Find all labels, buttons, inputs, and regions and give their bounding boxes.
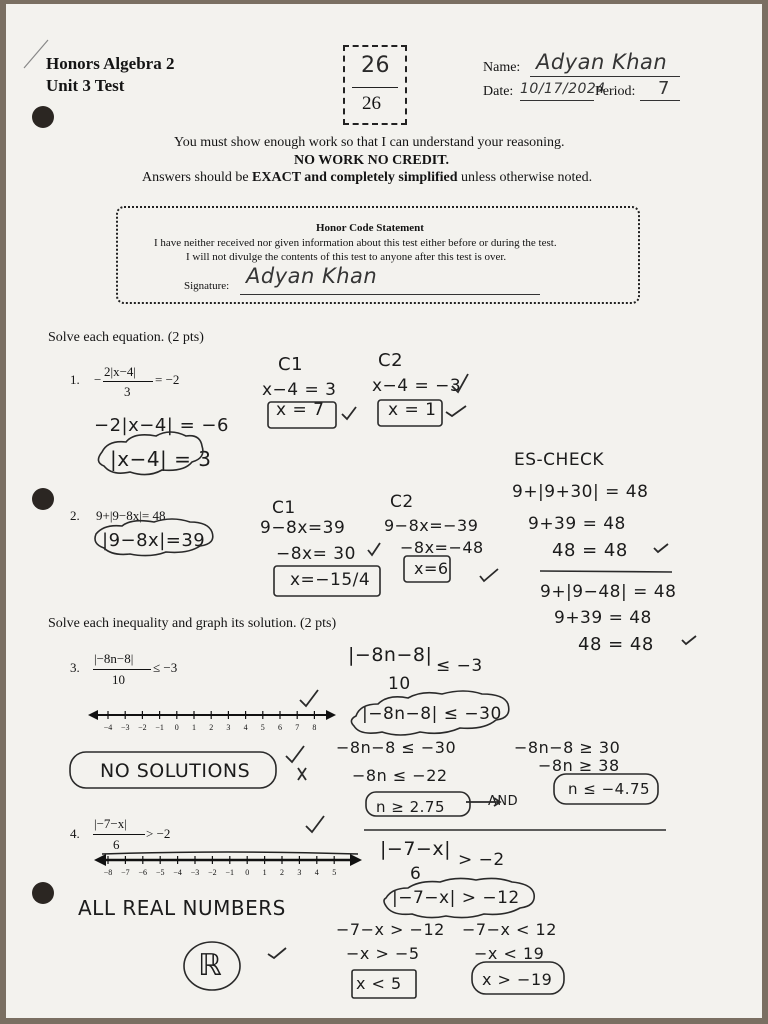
q3-work-1: |−8n−8| ≤ −30	[362, 704, 502, 724]
pencil-mark	[24, 40, 48, 68]
q3-answer: NO SOLUTIONS	[100, 760, 251, 782]
q4-work-2: −7−x > −12	[336, 920, 445, 939]
q2-check-5: 9+39 = 48	[554, 608, 652, 628]
q2-c1-answer-box	[274, 566, 380, 596]
q3-axis-tick-label: 8	[312, 723, 317, 732]
q2-c2-answer: x=6	[414, 559, 449, 578]
date-value: 10/17/2024	[520, 81, 606, 97]
q2-check-divider	[540, 571, 672, 572]
q4-axis-tick-label: 0	[245, 868, 250, 877]
q3-work-den: 10	[388, 674, 411, 694]
q3-axis-tick-label: −2	[138, 723, 147, 732]
q3-work-6: −8n ≥ 38	[538, 756, 620, 775]
section1-heading: Solve each equation. (2 pts)	[48, 330, 204, 345]
q4-axis-tick-label: 2	[280, 868, 284, 877]
q3-axis-tick-label: −1	[155, 723, 164, 732]
q3-axis-tick-label: 7	[295, 723, 300, 732]
q2-check-6: 48 = 48	[578, 634, 654, 655]
q4-axis-tick-label: −5	[155, 868, 165, 877]
q1-work-2: |x−4| = 3	[110, 447, 212, 471]
q4-work-1: |−7−x| > −12	[392, 888, 520, 908]
q1-c2-answer-box	[378, 400, 442, 426]
q4-axis-tick-label: −8	[103, 868, 113, 877]
q1-c2-label: C2	[378, 350, 404, 371]
q3-axis-tick-label: 0	[174, 723, 179, 732]
q1-c1-eq: x−4 = 3	[262, 380, 337, 400]
q4-axis-tick-label: 1	[262, 868, 267, 877]
q3-number: 3.	[70, 660, 80, 675]
q2-work-1: |9−8x|=39	[102, 530, 206, 551]
q3-axis-tick-label: −4	[103, 723, 113, 732]
q2-check-1: 9+|9+30| = 48	[512, 482, 649, 502]
q2-c1-answer: x=−15/4	[290, 570, 371, 590]
q3-axis-tick-label: 5	[260, 723, 265, 732]
name-value: Adyan Khan	[536, 50, 668, 74]
q4-number: 4.	[70, 826, 80, 841]
q4-work-7: x > −19	[482, 970, 553, 989]
q3-work-rhs: ≤ −3	[436, 656, 483, 676]
period-label: Period:	[595, 84, 636, 99]
q4-work-num: |−7−x|	[380, 838, 451, 860]
q1-number: 1.	[70, 372, 80, 387]
q3-answer-box	[70, 752, 276, 788]
q3-axis-tick-label: 4	[243, 723, 248, 732]
q4-x-lt-box	[352, 970, 416, 998]
signature-value: Adyan Khan	[246, 264, 378, 288]
q4-work-5: −7−x < 12	[462, 920, 557, 939]
instruction-pre: Answers should be	[142, 170, 253, 185]
q1-c1-label: C1	[278, 354, 304, 375]
test-paper	[6, 4, 762, 1018]
q3-numerator: |−8n−8|	[94, 651, 134, 666]
instruction-line-2: NO WORK NO CREDIT.	[294, 153, 450, 168]
q4-answer: ALL REAL NUMBERS	[78, 896, 286, 920]
q4-denominator: 6	[113, 837, 120, 852]
q3-axis-tick-label: 3	[226, 723, 231, 732]
unit-title: Unit 3 Test	[46, 76, 125, 95]
q4-work-den: 6	[410, 864, 422, 884]
q1-c1-answer-box	[268, 402, 336, 428]
q4-axis-tick-label: 4	[314, 868, 319, 877]
q3-work-7: n ≤ −4.75	[568, 780, 651, 798]
q4-axis-tick-label: −2	[208, 868, 217, 877]
q2-c2-eq: 9−8x=−39	[384, 516, 479, 535]
q2-equation: 9+|9−8x|= 48	[96, 508, 166, 523]
number-line-q3	[88, 710, 336, 732]
name-label: Name:	[483, 60, 521, 75]
q2-c1-label: C1	[272, 498, 296, 518]
q4-x-gt-box	[472, 962, 564, 994]
q2-cloud	[95, 519, 213, 556]
q4-work-3: −x > −5	[346, 944, 420, 963]
q1-rhs: = −2	[155, 372, 180, 387]
honor-code-title: Honor Code Statement	[316, 222, 424, 234]
honor-code-line-2: I will not divulge the contents of this test to anyone after this test is over.	[186, 251, 507, 263]
q1-c2-answer: x = 1	[388, 400, 437, 420]
q4-axis-tick-label: −4	[173, 868, 182, 877]
q2-c2-label: C2	[390, 492, 414, 512]
q4-real-numbers-circle	[184, 942, 240, 990]
q3-axis-tick-label: 6	[278, 723, 282, 732]
q4-work-4: x < 5	[356, 974, 402, 993]
q2-check-2: 9+39 = 48	[528, 514, 626, 534]
q1-cloud	[98, 432, 202, 475]
q4-work-rhs: > −2	[458, 850, 505, 870]
q4-axis-tick-label: −1	[225, 868, 235, 877]
q2-check-3: 48 = 48	[552, 540, 628, 561]
q3-work-5: −8n−8 ≥ 30	[514, 738, 621, 757]
instruction-post: unless otherwise noted.	[457, 170, 593, 185]
instruction-bold: EXACT and completely simplified	[252, 170, 458, 185]
q3-denominator: 10	[112, 672, 125, 687]
handwritten-ink-layer	[6, 4, 762, 1018]
period-value: 7	[658, 78, 670, 99]
q3-rhs: ≤ −3	[153, 660, 178, 675]
q3-and-label: AND	[488, 794, 519, 809]
q4-rhs: > −2	[146, 826, 171, 841]
q2-check-4: 9+|9−48| = 48	[540, 582, 677, 602]
course-title: Honors Algebra 2	[46, 54, 175, 73]
q2-c1-eq: 9−8x=39	[260, 518, 346, 538]
section2-heading: Solve each inequality and graph its solution. (2 pts)	[48, 616, 337, 631]
q3-axis-tick-label: 1	[192, 723, 196, 732]
q3-n-ge-box	[366, 792, 470, 816]
q4-numerator: |−7−x|	[94, 816, 127, 831]
q2-c2-step: −8x=−48	[400, 538, 484, 557]
q3-work-3: −8n ≤ −22	[352, 766, 448, 785]
q1-numerator: 2|x−4|	[104, 364, 137, 379]
q1-sign: −	[94, 372, 102, 387]
q4-axis-tick-label: 5	[332, 868, 337, 877]
q4-axis-tick-label: 3	[297, 868, 302, 877]
q3-work-num: |−8n−8|	[348, 644, 433, 666]
q4-answer-symbol: ℝ	[198, 948, 223, 983]
q4-axis-tick-label: −6	[138, 868, 148, 877]
q3-work-4: n ≥ 2.75	[376, 798, 446, 816]
date-label: Date:	[483, 84, 514, 99]
q4-axis-tick-label: −3	[190, 868, 200, 877]
q1-work-1: −2|x−4| = −6	[94, 415, 229, 436]
q2-check-title: ES-CHECK	[514, 450, 605, 470]
q3-axis-tick-label: −3	[120, 723, 130, 732]
signature-label: Signature:	[184, 280, 230, 292]
q4-axis-tick-label: −7	[121, 868, 130, 877]
q2-c2-answer-box	[404, 556, 450, 582]
score-total: 26	[362, 93, 381, 114]
number-line-q4	[94, 852, 362, 877]
q4-work-cloud	[384, 878, 534, 917]
q1-c2-eq: x−4 = −3	[372, 376, 462, 396]
instruction-line-1: You must show enough work so that I can understand your reasoning.	[174, 135, 565, 150]
q3-n-le-box	[554, 774, 658, 804]
q2-c1-step: −8x= 30	[276, 544, 356, 564]
q1-c1-answer: x = 7	[276, 400, 325, 420]
q4-work-6: −x < 19	[474, 944, 545, 963]
q1-denominator: 3	[124, 384, 131, 399]
q3-axis-tick-label: 2	[209, 723, 214, 732]
q3-work-2: −8n−8 ≤ −30	[336, 738, 457, 757]
q3-work-cloud	[351, 691, 508, 735]
honor-code-line-1: I have neither received nor given information about this test either before or during the test.	[154, 237, 557, 249]
score-earned: 26	[361, 53, 390, 78]
q2-number: 2.	[70, 508, 80, 523]
